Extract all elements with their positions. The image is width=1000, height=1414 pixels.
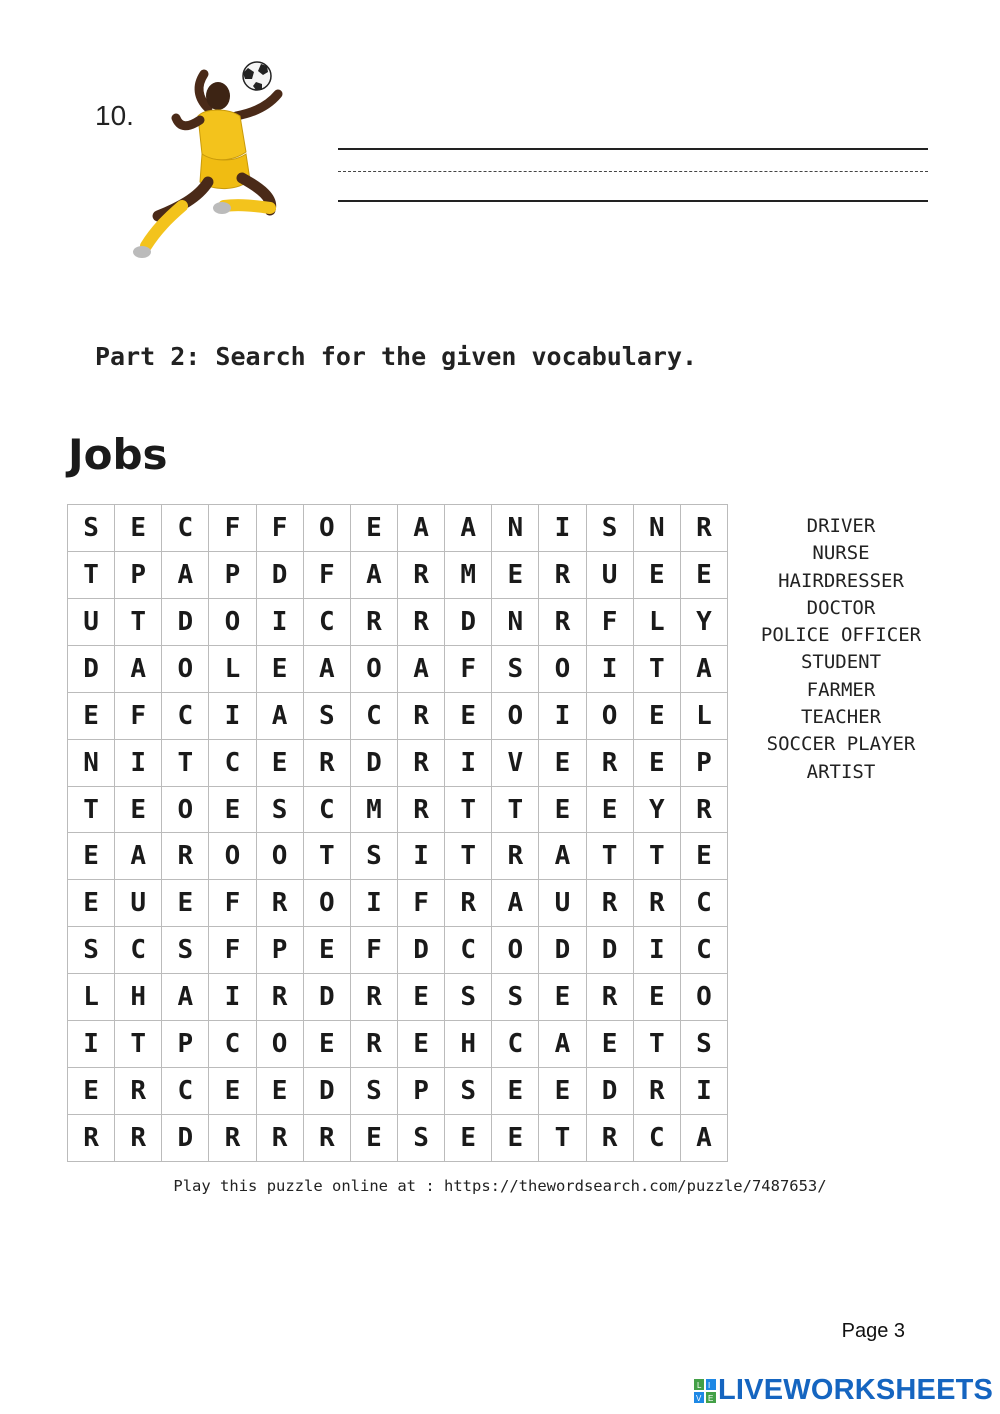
grid-cell[interactable]: I <box>539 693 586 740</box>
grid-cell[interactable]: I <box>587 646 634 693</box>
word-list-item: ARTIST <box>806 760 876 783</box>
answer-line-top <box>338 148 928 150</box>
grid-cell[interactable]: I <box>68 1021 115 1068</box>
grid-cell[interactable]: I <box>351 880 398 927</box>
grid-cell[interactable]: F <box>209 505 256 552</box>
grid-cell[interactable]: R <box>257 880 304 927</box>
grid-cell[interactable]: T <box>115 599 162 646</box>
grid-cell[interactable]: R <box>587 740 634 787</box>
word-list <box>752 513 930 786</box>
grid-cell[interactable]: I <box>634 927 681 974</box>
grid-cell[interactable]: P <box>257 927 304 974</box>
grid-cell[interactable]: O <box>257 833 304 880</box>
grid-cell[interactable]: E <box>351 505 398 552</box>
answer-line-bottom <box>338 200 928 202</box>
grid-cell[interactable]: E <box>257 740 304 787</box>
word-list-item: SOCCER PLAYER <box>766 733 916 756</box>
svg-text:E: E <box>708 1393 714 1403</box>
grid-cell[interactable]: C <box>445 927 492 974</box>
grid-cell[interactable]: F <box>257 505 304 552</box>
grid-cell[interactable]: E <box>398 974 445 1021</box>
grid-cell[interactable]: F <box>445 646 492 693</box>
grid-cell[interactable]: A <box>398 505 445 552</box>
grid-cell[interactable]: O <box>351 646 398 693</box>
grid-cell[interactable]: T <box>587 833 634 880</box>
grid-cell[interactable]: C <box>162 505 209 552</box>
grid-cell[interactable]: F <box>304 552 351 599</box>
grid-cell[interactable]: A <box>681 1115 728 1162</box>
footer-text: Play this puzzle online at : https://thewordsearch.com/puzzle/7487653/ <box>173 1177 827 1195</box>
grid-cell[interactable]: S <box>492 646 539 693</box>
grid-cell[interactable]: E <box>68 693 115 740</box>
grid-cell[interactable]: D <box>351 740 398 787</box>
grid-cell[interactable]: C <box>351 693 398 740</box>
grid-cell[interactable]: E <box>634 740 681 787</box>
grid-cell[interactable]: R <box>115 1115 162 1162</box>
grid-cell[interactable]: C <box>162 693 209 740</box>
grid-cell[interactable]: L <box>209 646 256 693</box>
grid-cell[interactable]: I <box>209 974 256 1021</box>
grid-cell[interactable]: S <box>492 974 539 1021</box>
grid-cell[interactable]: E <box>587 1021 634 1068</box>
grid-cell[interactable]: E <box>115 505 162 552</box>
grid-cell[interactable]: A <box>351 552 398 599</box>
grid-cell[interactable]: O <box>492 693 539 740</box>
grid-cell[interactable]: U <box>68 599 115 646</box>
grid-cell[interactable]: R <box>539 599 586 646</box>
grid-cell[interactable]: E <box>162 880 209 927</box>
grid-cell[interactable]: E <box>351 1115 398 1162</box>
grid-cell[interactable]: E <box>68 833 115 880</box>
grid-cell[interactable]: S <box>351 833 398 880</box>
grid-cell[interactable]: E <box>68 880 115 927</box>
grid-cell[interactable]: U <box>539 880 586 927</box>
grid-cell[interactable]: F <box>209 880 256 927</box>
grid-cell[interactable]: A <box>539 1021 586 1068</box>
grid-cell[interactable]: R <box>351 1021 398 1068</box>
grid-cell[interactable]: R <box>162 833 209 880</box>
grid-cell[interactable]: S <box>398 1115 445 1162</box>
part2-heading: Part 2: Search for the given vocabulary. <box>95 342 698 371</box>
grid-cell[interactable]: P <box>209 552 256 599</box>
grid-cell[interactable]: Y <box>681 599 728 646</box>
word-list-item: DOCTOR <box>806 596 876 619</box>
grid-cell[interactable]: E <box>445 693 492 740</box>
grid-cell[interactable]: C <box>681 927 728 974</box>
grid-cell[interactable]: D <box>304 1068 351 1115</box>
grid-cell[interactable]: E <box>634 974 681 1021</box>
answer-line-middle <box>338 171 928 172</box>
word-list-item: TEACHER <box>800 706 882 729</box>
grid-cell[interactable]: S <box>351 1068 398 1115</box>
grid-cell[interactable]: D <box>68 646 115 693</box>
puzzle-footer-link <box>0 1177 1000 1195</box>
grid-cell[interactable]: E <box>68 1068 115 1115</box>
grid-cell[interactable]: E <box>257 646 304 693</box>
grid-cell[interactable]: T <box>634 1021 681 1068</box>
brand <box>694 1374 993 1407</box>
grid-cell[interactable]: A <box>539 833 586 880</box>
grid-cell[interactable]: O <box>209 599 256 646</box>
grid-cell[interactable]: E <box>209 787 256 834</box>
grid-cell[interactable]: E <box>634 693 681 740</box>
grid-cell[interactable]: R <box>398 693 445 740</box>
grid-cell[interactable]: A <box>162 974 209 1021</box>
grid-cell[interactable]: U <box>115 880 162 927</box>
grid-cell[interactable]: R <box>115 1068 162 1115</box>
grid-cell[interactable]: O <box>304 880 351 927</box>
grid-cell[interactable]: T <box>634 646 681 693</box>
grid-cell[interactable]: R <box>304 1115 351 1162</box>
svg-text:V: V <box>696 1393 702 1403</box>
grid-cell[interactable]: T <box>445 787 492 834</box>
grid-cell[interactable]: O <box>162 646 209 693</box>
grid-cell[interactable]: C <box>162 1068 209 1115</box>
grid-cell[interactable]: E <box>681 552 728 599</box>
grid-cell[interactable]: V <box>492 740 539 787</box>
grid-cell[interactable]: R <box>634 1068 681 1115</box>
grid-cell[interactable]: R <box>351 599 398 646</box>
grid-cell[interactable]: O <box>681 974 728 1021</box>
grid-cell[interactable]: C <box>115 927 162 974</box>
grid-cell[interactable]: R <box>587 974 634 1021</box>
grid-cell[interactable]: R <box>398 552 445 599</box>
grid-cell[interactable]: R <box>398 740 445 787</box>
grid-cell[interactable]: R <box>398 599 445 646</box>
grid-cell[interactable]: D <box>539 927 586 974</box>
grid-cell[interactable]: R <box>681 787 728 834</box>
grid-cell[interactable]: R <box>351 974 398 1021</box>
grid-cell[interactable]: A <box>445 505 492 552</box>
grid-cell[interactable]: C <box>304 599 351 646</box>
grid-cell[interactable]: R <box>634 880 681 927</box>
grid-cell[interactable]: S <box>304 693 351 740</box>
grid-cell[interactable]: S <box>68 505 115 552</box>
grid-cell[interactable]: I <box>398 833 445 880</box>
grid-cell[interactable]: T <box>445 833 492 880</box>
grid-cell[interactable]: E <box>445 1115 492 1162</box>
grid-cell[interactable]: S <box>681 1021 728 1068</box>
grid-cell[interactable]: C <box>304 787 351 834</box>
question-number: 10. <box>95 100 134 131</box>
grid-cell[interactable]: S <box>162 927 209 974</box>
grid-cell[interactable]: I <box>257 599 304 646</box>
svg-text:L: L <box>697 1380 702 1390</box>
grid-cell[interactable]: E <box>492 1115 539 1162</box>
grid-cell[interactable]: E <box>681 833 728 880</box>
grid-cell[interactable]: N <box>634 505 681 552</box>
grid-cell[interactable]: A <box>257 693 304 740</box>
grid-cell[interactable]: E <box>587 787 634 834</box>
grid-cell[interactable]: O <box>539 646 586 693</box>
grid-cell[interactable]: A <box>162 552 209 599</box>
soccer-player-image <box>128 58 318 268</box>
grid-cell[interactable]: H <box>445 1021 492 1068</box>
grid-cell[interactable]: C <box>209 740 256 787</box>
grid-cell[interactable]: R <box>398 787 445 834</box>
grid-cell[interactable]: A <box>398 646 445 693</box>
grid-cell[interactable]: E <box>492 1068 539 1115</box>
grid-cell[interactable]: R <box>681 505 728 552</box>
grid-cell[interactable]: S <box>257 787 304 834</box>
grid-cell[interactable]: S <box>68 927 115 974</box>
grid-cell[interactable]: C <box>634 1115 681 1162</box>
word-list-item: FARMER <box>806 678 876 701</box>
grid-cell[interactable]: T <box>115 1021 162 1068</box>
grid-cell[interactable]: E <box>539 740 586 787</box>
grid-cell[interactable]: F <box>398 880 445 927</box>
grid-cell[interactable]: I <box>539 505 586 552</box>
grid-cell[interactable]: A <box>492 880 539 927</box>
grid-cell[interactable]: R <box>304 740 351 787</box>
grid-cell[interactable]: E <box>304 1021 351 1068</box>
grid-cell[interactable]: D <box>587 1068 634 1115</box>
grid-cell[interactable]: O <box>304 505 351 552</box>
grid-cell[interactable]: N <box>492 505 539 552</box>
grid-cell[interactable]: L <box>634 599 681 646</box>
word-list-item: STUDENT <box>800 651 882 674</box>
grid-cell[interactable]: T <box>634 833 681 880</box>
grid-cell[interactable]: E <box>634 552 681 599</box>
grid-cell[interactable]: A <box>681 646 728 693</box>
grid-cell[interactable]: D <box>162 599 209 646</box>
grid-cell[interactable]: C <box>492 1021 539 1068</box>
grid-cell[interactable]: T <box>162 740 209 787</box>
grid-cell[interactable]: R <box>587 880 634 927</box>
liveworksheets-logo-icon <box>694 1379 716 1403</box>
grid-cell[interactable]: R <box>68 1115 115 1162</box>
grid-cell[interactable]: O <box>209 833 256 880</box>
grid-cell[interactable]: D <box>445 599 492 646</box>
grid-cell[interactable]: S <box>587 505 634 552</box>
grid-cell[interactable]: P <box>398 1068 445 1115</box>
grid-cell[interactable]: R <box>257 1115 304 1162</box>
grid-cell[interactable]: P <box>115 552 162 599</box>
grid-cell[interactable]: O <box>257 1021 304 1068</box>
grid-cell[interactable]: F <box>115 693 162 740</box>
grid-cell[interactable]: E <box>209 1068 256 1115</box>
grid-cell[interactable]: T <box>492 787 539 834</box>
grid-cell[interactable]: R <box>209 1115 256 1162</box>
grid-cell[interactable]: R <box>492 833 539 880</box>
grid-cell[interactable]: C <box>209 1021 256 1068</box>
grid-cell[interactable]: I <box>681 1068 728 1115</box>
grid-cell[interactable]: H <box>115 974 162 1021</box>
grid-cell[interactable]: E <box>115 787 162 834</box>
grid-cell[interactable]: A <box>115 646 162 693</box>
grid-cell[interactable]: A <box>304 646 351 693</box>
grid-cell[interactable]: D <box>304 974 351 1021</box>
grid-cell[interactable]: O <box>162 787 209 834</box>
grid-cell[interactable]: I <box>115 740 162 787</box>
grid-cell[interactable]: S <box>445 974 492 1021</box>
page-number: Page 3 <box>841 1320 905 1342</box>
grid-cell[interactable]: E <box>492 552 539 599</box>
grid-cell[interactable]: Y <box>634 787 681 834</box>
svg-text:I: I <box>708 1380 711 1390</box>
grid-cell[interactable]: P <box>681 740 728 787</box>
word-list-item: POLICE OFFICER <box>760 624 922 647</box>
grid-cell[interactable]: R <box>539 552 586 599</box>
grid-cell[interactable]: E <box>304 927 351 974</box>
grid-cell[interactable]: E <box>539 974 586 1021</box>
grid-cell[interactable]: T <box>304 833 351 880</box>
grid-cell[interactable]: T <box>68 787 115 834</box>
word-list-item: HAIRDRESSER <box>778 569 904 592</box>
grid-cell[interactable]: M <box>351 787 398 834</box>
word-list-item: DRIVER <box>806 515 876 537</box>
grid-cell[interactable]: M <box>445 552 492 599</box>
grid-cell[interactable]: R <box>257 974 304 1021</box>
grid-cell[interactable]: F <box>209 927 256 974</box>
grid-cell[interactable]: N <box>68 740 115 787</box>
grid-cell[interactable]: C <box>681 880 728 927</box>
grid-cell[interactable]: S <box>445 1068 492 1115</box>
grid-cell[interactable]: O <box>587 693 634 740</box>
grid-cell[interactable]: F <box>587 599 634 646</box>
grid-cell[interactable]: D <box>162 1115 209 1162</box>
grid-cell[interactable]: T <box>68 552 115 599</box>
grid-cell[interactable]: L <box>68 974 115 1021</box>
grid-cell[interactable]: A <box>115 833 162 880</box>
puzzle-title: Jobs <box>68 430 168 479</box>
grid-cell[interactable]: D <box>587 927 634 974</box>
grid-cell[interactable]: L <box>681 693 728 740</box>
grid-cell[interactable]: E <box>539 787 586 834</box>
grid-cell[interactable]: P <box>162 1021 209 1068</box>
grid-cell[interactable]: T <box>539 1115 586 1162</box>
grid-cell[interactable]: E <box>398 1021 445 1068</box>
grid-cell[interactable]: R <box>587 1115 634 1162</box>
grid-cell[interactable]: U <box>587 552 634 599</box>
grid-cell[interactable]: R <box>445 880 492 927</box>
grid-cell[interactable]: F <box>351 927 398 974</box>
grid-cell[interactable]: D <box>257 552 304 599</box>
word-list-item: NURSE <box>812 542 870 565</box>
grid-cell[interactable]: E <box>539 1068 586 1115</box>
brand-name: LIVEWORKSHEETS <box>718 1374 994 1406</box>
grid-cell[interactable]: D <box>398 927 445 974</box>
word-search-grid <box>67 504 728 1162</box>
grid-cell[interactable]: I <box>209 693 256 740</box>
grid-cell[interactable]: N <box>492 599 539 646</box>
grid-cell[interactable]: O <box>492 927 539 974</box>
grid-cell[interactable]: I <box>445 740 492 787</box>
grid-cell[interactable]: E <box>257 1068 304 1115</box>
